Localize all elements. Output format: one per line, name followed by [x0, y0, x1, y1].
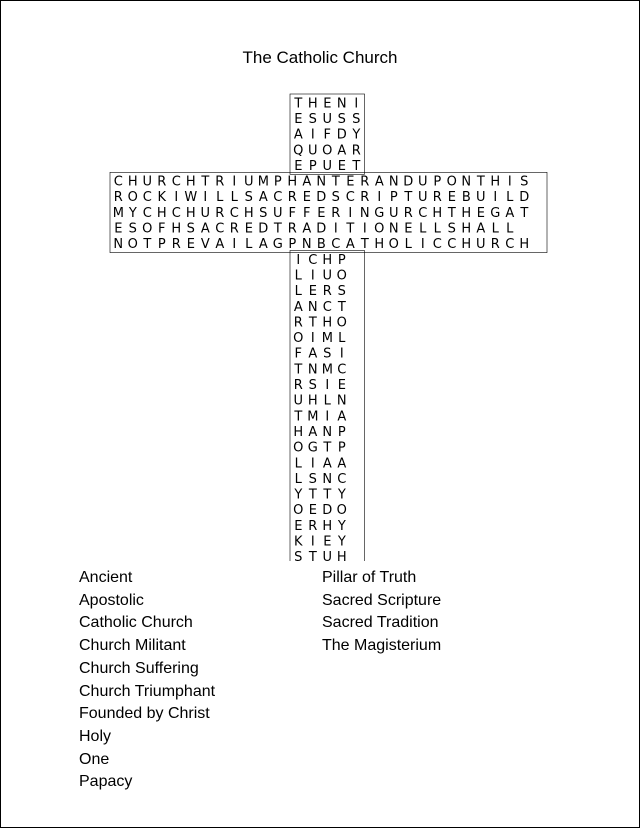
grid-letter: I [232, 237, 237, 253]
grid-letter: L [294, 268, 302, 284]
grid-letter: S [308, 112, 317, 127]
grid-letter: E [294, 112, 303, 127]
grid-letter: T [337, 299, 346, 315]
grid-letter: I [174, 190, 179, 206]
grid-letter: N [388, 174, 399, 190]
grid-letter: L [506, 221, 514, 237]
grid-letter: C [331, 237, 341, 253]
grid-letter: S [294, 550, 303, 561]
grid-letter: E [317, 205, 326, 221]
grid-letter: N [301, 237, 312, 253]
grid-letter: I [377, 190, 382, 206]
grid-letter: H [432, 205, 443, 221]
grid-letter: O [322, 143, 333, 159]
grid-letter: O [336, 503, 347, 519]
grid-letter: E [302, 190, 311, 206]
grid-letter: L [491, 221, 499, 237]
grid-letter: L [419, 221, 427, 237]
grid-letter: E [447, 190, 456, 206]
grid-letter: R [293, 378, 303, 393]
grid-letter: C [418, 205, 428, 221]
grid-letter: P [337, 440, 346, 456]
grid-letter: N [336, 96, 347, 112]
grid-letter: C [171, 205, 181, 221]
grid-letter: E [323, 96, 332, 112]
grid-letter: A [308, 425, 318, 440]
grid-letter: C [273, 190, 283, 206]
grid-letter: T [346, 221, 355, 237]
grid-letter: U [418, 174, 428, 190]
word-item: Church Suffering [79, 659, 199, 677]
grid-letter: K [157, 190, 167, 206]
grid-letter: H [519, 237, 530, 253]
grid-letter: F [294, 346, 303, 362]
grid-letter: U [142, 174, 153, 190]
grid-letter: T [447, 205, 456, 221]
grid-letter: T [404, 190, 413, 206]
grid-letter: A [308, 346, 318, 362]
word-item: Sacred Tradition [322, 614, 439, 632]
grid-letter: M [321, 362, 333, 378]
grid-letter: S [337, 112, 346, 127]
grid-letter: V [200, 237, 210, 253]
grid-letter: H [307, 96, 318, 112]
grid-letter: H [156, 205, 167, 221]
grid-letter: U [200, 205, 211, 221]
grid-letter: C [215, 221, 225, 237]
grid-letter: A [293, 127, 303, 143]
grid-letter: Y [352, 127, 361, 143]
grid-letter: S [323, 346, 332, 362]
grid-letter: A [200, 221, 210, 237]
grid-letter: U [322, 112, 333, 127]
grid-letter: T [308, 487, 317, 503]
grid-letter: T [201, 174, 210, 190]
grid-letter: D [336, 127, 347, 143]
word-search-grid [1, 1, 639, 561]
grid-letter: E [337, 158, 346, 174]
grid-letter: C [337, 471, 347, 487]
grid-letter: T [520, 205, 529, 221]
grid-letter: M [321, 331, 333, 347]
word-item: Ancient [79, 569, 133, 586]
grid-letter: S [186, 221, 195, 237]
grid-letter: H [307, 393, 318, 409]
word-item: Church Triumphant [79, 682, 216, 700]
grid-letter: U [322, 268, 333, 284]
grid-letter: O [142, 221, 153, 237]
grid-letter: H [461, 205, 472, 221]
grid-letter: C [505, 237, 515, 253]
grid-letter: F [303, 205, 311, 221]
grid-letter: I [310, 268, 315, 284]
grid-letter: L [294, 284, 302, 300]
grid-letter: K [294, 534, 303, 550]
grid-letter: R [171, 237, 181, 253]
grid-letter: A [337, 456, 347, 472]
grid-letter: D [316, 190, 327, 206]
grid-letter: D [322, 503, 333, 519]
grid-letter: S [520, 174, 529, 190]
grid-letter: C [229, 205, 239, 221]
grid-letter: I [310, 331, 315, 347]
grid-letter: R [229, 221, 239, 237]
grid-letter: T [476, 174, 485, 190]
grid-letter: E [346, 174, 355, 190]
grid-letter: U [418, 190, 428, 206]
grid-letter: H [185, 174, 196, 190]
grid-letter: Y [337, 518, 346, 534]
grid-letter: Q [293, 143, 304, 159]
grid-letter: C [322, 299, 332, 315]
grid-letter: H [243, 205, 254, 221]
grid-letter: R [113, 190, 123, 206]
grid-letter: T [273, 221, 282, 237]
grid-letter: N [113, 237, 124, 253]
grid-letter: C [432, 237, 442, 253]
grid-letter: H [171, 221, 182, 237]
grid-letter: B [461, 190, 471, 206]
grid-letter: L [230, 190, 238, 206]
grid-letter: T [294, 96, 303, 112]
grid-letter: I [354, 96, 359, 112]
grid-letter: R [351, 143, 361, 159]
word-list-right [322, 567, 441, 658]
grid-letter: P [308, 158, 317, 174]
grid-letter: N [388, 221, 399, 237]
grid-letter: O [127, 237, 138, 253]
puzzle-title: The Catholic Church [242, 48, 398, 67]
word-item: One [79, 750, 110, 768]
grid-letter: E [404, 221, 413, 237]
grid-letter: S [331, 190, 340, 206]
grid-letter: L [433, 221, 441, 237]
grid-letter: S [244, 190, 253, 206]
grid-letter: L [216, 190, 224, 206]
grid-letter: P [337, 252, 346, 268]
grid-letter: A [476, 221, 486, 237]
grid-letter: F [288, 205, 297, 221]
grid-letter: O [293, 331, 304, 347]
grid-letter: S [128, 221, 137, 237]
grid-letter: L [404, 237, 412, 253]
grid-letter: S [337, 284, 346, 300]
grid-letter: N [359, 205, 370, 221]
grid-letter: C [337, 362, 347, 378]
grid-letter: E [114, 221, 123, 237]
grid-letter: F [158, 221, 166, 237]
grid-letter: A [215, 237, 225, 253]
grid-letter: B [316, 237, 326, 253]
grid-letter: H [336, 550, 347, 561]
grid-letter: M [112, 205, 124, 221]
grid-letter: O [293, 440, 304, 456]
grid-letter: L [245, 237, 253, 253]
grid-letter: C [171, 174, 181, 190]
grid-letter: P [389, 190, 398, 206]
grid-letter: L [338, 331, 346, 347]
grid-letter: U [244, 174, 254, 190]
grid-letter: I [310, 456, 315, 472]
grid-letter: T [308, 550, 317, 561]
grid-letter: U [476, 237, 486, 253]
grid-letter: S [447, 221, 456, 237]
grid-letter: H [461, 237, 472, 253]
grid-letter: U [273, 205, 283, 221]
grid-letter: A [374, 174, 384, 190]
grid-letter: N [307, 299, 318, 315]
grid-letter: U [389, 205, 399, 221]
grid-letter: E [186, 237, 195, 253]
grid-letter: C [142, 205, 152, 221]
grid-letter: N [322, 471, 333, 487]
grid-letter: I [232, 174, 237, 190]
grid-letter: E [323, 534, 332, 550]
grid-letter: U [322, 158, 333, 174]
grid-letter: Y [294, 487, 303, 503]
grid-letter: H [374, 237, 385, 253]
grid-letter: R [287, 221, 297, 237]
grid-letter: A [505, 205, 515, 221]
word-item: Catholic Church [79, 614, 193, 632]
grid-letter: Y [128, 205, 137, 221]
grid-letter: A [293, 299, 303, 315]
grid-letter: A [302, 174, 312, 190]
grid-letter: A [258, 190, 268, 206]
grid-letter: T [294, 409, 303, 425]
grid-letter: R [157, 174, 167, 190]
grid-letter: M [307, 409, 319, 425]
grid-letter: I [507, 174, 512, 190]
grid-letter: R [287, 190, 297, 206]
grid-letter: O [446, 174, 457, 190]
grid-letter: E [308, 503, 317, 519]
grid-letter: S [352, 112, 361, 127]
grid-letter: H [287, 174, 298, 190]
grid-letter: I [310, 534, 315, 550]
grid-letter: E [294, 518, 303, 534]
grid-letter: H [461, 221, 472, 237]
grid-letter: H [322, 252, 333, 268]
grid-letter: G [272, 237, 283, 253]
grid-letter: H [293, 425, 304, 440]
grid-letter: P [273, 174, 282, 190]
grid-letter: R [331, 205, 341, 221]
grid-letter: R [360, 190, 370, 206]
grid-letter: I [362, 221, 367, 237]
grid-letter: T [352, 158, 361, 174]
grid-letter: P [433, 174, 442, 190]
grid-letter: I [493, 190, 498, 206]
grid-letter: R [360, 174, 370, 190]
grid-letter: R [432, 190, 442, 206]
grid-letter: T [308, 315, 317, 331]
grid-letter: L [323, 393, 331, 409]
grid-letter: I [348, 205, 353, 221]
grid-letter: R [215, 205, 225, 221]
grid-letter: C [345, 190, 355, 206]
grid-letter: I [420, 237, 425, 253]
grid-letter: L [294, 456, 302, 472]
word-item: Apostolic [79, 591, 144, 609]
grid-letter: O [374, 221, 385, 237]
grid-letter: T [331, 174, 340, 190]
grid-letter: A [337, 143, 347, 159]
grid-letter: S [259, 205, 268, 221]
grid-letter: T [323, 440, 332, 456]
grid-letter: U [322, 550, 333, 561]
grid-letter: I [310, 127, 315, 143]
grid-letter: I [296, 252, 301, 268]
grid-letter: A [302, 221, 312, 237]
grid-letter: G [490, 205, 501, 221]
grid-letter: P [288, 237, 297, 253]
grid-letter: R [403, 205, 413, 221]
grid-letter: C [113, 174, 123, 190]
grid-letter: D [316, 221, 327, 237]
grid-letter: E [337, 378, 346, 393]
grid-letter: H [490, 174, 501, 190]
word-list-left [79, 567, 215, 794]
word-item: Sacred Scripture [322, 591, 442, 609]
word-item: Papacy [79, 773, 133, 791]
grid-letter: E [244, 221, 253, 237]
grid-letter: O [336, 268, 347, 284]
grid-letter: D [258, 221, 269, 237]
grid-letter: I [325, 409, 330, 425]
grid-letter: N [336, 393, 347, 409]
grid-letter: Y [337, 487, 346, 503]
grid-letter: W [184, 190, 198, 206]
grid-letter: C [308, 252, 318, 268]
grid-letter: P [337, 425, 346, 440]
grid-letter: S [308, 471, 317, 487]
grid-letter: P [157, 237, 166, 253]
grid-letter: G [307, 440, 318, 456]
word-item: The Magisterium [322, 637, 442, 655]
grid-letter: T [323, 487, 332, 503]
grid-letter: F [323, 127, 332, 143]
grid-letter: T [360, 237, 369, 253]
grid-letter: D [519, 190, 530, 206]
grid-letter: U [308, 143, 318, 159]
grid-letter: A [345, 237, 355, 253]
grid-letter: E [476, 205, 485, 221]
grid-letter: H [185, 205, 196, 221]
word-item: Pillar of Truth [322, 569, 417, 586]
grid-letter: O [388, 237, 399, 253]
grid-letter: M [257, 174, 269, 190]
grid-letter: A [337, 409, 347, 425]
grid-letter: A [322, 456, 332, 472]
grid-letter: H [127, 174, 138, 190]
grid-letter: C [142, 190, 152, 206]
grid-letter: I [339, 346, 344, 362]
grid-letter: H [322, 518, 333, 534]
grid-letter: N [461, 174, 472, 190]
grid-letter: Y [337, 534, 346, 550]
grid-letter: R [490, 237, 500, 253]
grid-letter: T [294, 362, 303, 378]
grid-letter: I [333, 221, 338, 237]
grid-letter: U [476, 190, 486, 206]
grid-letter: O [293, 503, 304, 519]
grid-letter: N [316, 174, 327, 190]
grid-letter: A [258, 237, 268, 253]
grid-letter: R [322, 284, 332, 300]
grid-letter: E [308, 284, 317, 300]
grid-letter: O [127, 190, 138, 206]
word-item: Founded by Christ [79, 705, 210, 723]
grid-letter: H [322, 315, 333, 331]
grid-letter: S [308, 378, 317, 393]
grid-letter: E [294, 158, 303, 174]
grid-letter: I [325, 378, 330, 393]
grid-letter: L [294, 471, 302, 487]
grid-letter: L [506, 190, 514, 206]
grid-letter: T [143, 237, 152, 253]
grid-letter: G [374, 205, 385, 221]
grid-letter: O [336, 315, 347, 331]
grid-letter: N [322, 425, 333, 440]
word-item: Holy [79, 727, 112, 745]
grid-letter: D [403, 174, 414, 190]
grid-letter: N [307, 362, 318, 378]
word-item: Church Militant [79, 637, 186, 655]
grid-letter: R [215, 174, 225, 190]
grid-letter: C [447, 237, 457, 253]
grid-letter: R [308, 518, 318, 534]
grid-letter: I [203, 190, 208, 206]
grid-letter: U [293, 393, 304, 409]
grid-letter: R [293, 315, 303, 331]
